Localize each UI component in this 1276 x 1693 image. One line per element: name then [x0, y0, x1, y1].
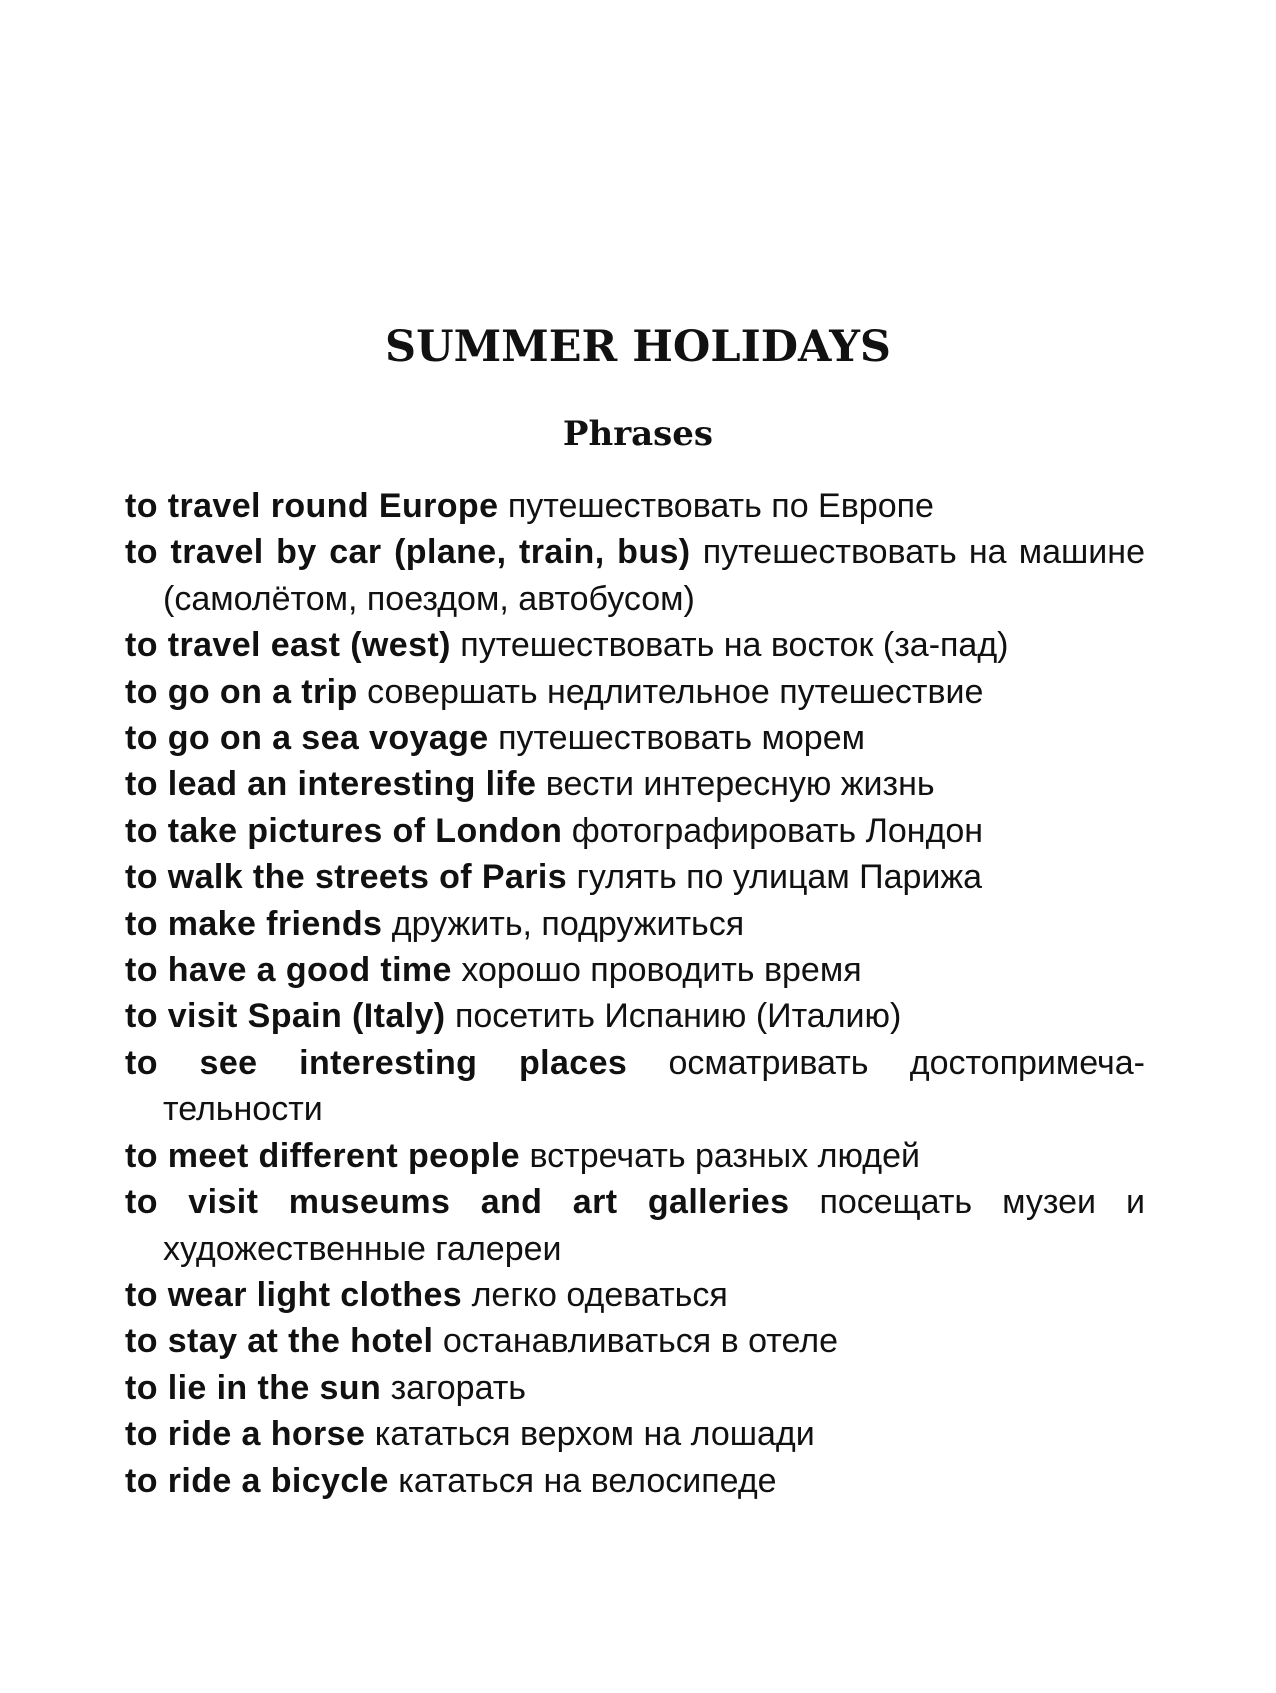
phrase-item	[125, 483, 1145, 529]
phrase-translation: совершать недлительное путешествие	[367, 672, 984, 711]
phrase-item	[125, 1318, 1145, 1364]
phrase-english: to go on a trip	[125, 672, 358, 711]
phrase-item	[125, 622, 1145, 668]
phrase-english: to go on a sea voyage	[125, 719, 489, 758]
phrase-translation: встречать разных людей	[529, 1136, 921, 1175]
phrase-english: to lead an interesting life	[125, 765, 537, 804]
phrase-item	[125, 669, 1145, 715]
phrase-list	[125, 483, 1145, 1504]
phrase-translation: посещать музеи и художественные галереи	[163, 1183, 1145, 1268]
phrase-item	[125, 854, 1145, 900]
phrase-item	[125, 901, 1145, 947]
phrase-english: to stay at the hotel	[125, 1322, 434, 1361]
phrase-translation: осматривать достопримеча-тельности	[163, 1043, 1146, 1129]
phrase-translation: легко одеваться	[471, 1275, 728, 1314]
phrase-english: to ride a horse	[125, 1415, 366, 1454]
page-title: SUMMER HOLIDAYS	[385, 322, 891, 372]
section-subtitle: Phrases	[562, 414, 714, 454]
phrase-item	[125, 947, 1145, 993]
phrase-english: to ride a bicycle	[125, 1461, 389, 1500]
phrase-english: to wear light clothes	[125, 1275, 463, 1314]
phrase-item	[125, 1411, 1145, 1457]
phrase-english: to have a good time	[125, 951, 452, 990]
phrase-english: to walk the streets of Paris	[125, 858, 568, 897]
phrase-translation: кататься верхом на лошади	[374, 1415, 815, 1454]
phrase-english: to take pictures of London	[125, 811, 563, 850]
phrase-item	[125, 1458, 1145, 1504]
phrase-translation: путешествовать морем	[498, 719, 865, 758]
phrase-item	[125, 1040, 1145, 1133]
phrase-english: to visit museums and art galleries	[125, 1183, 790, 1222]
phrase-translation: останавливаться в отеле	[442, 1322, 839, 1361]
phrase-english: to meet different people	[125, 1136, 520, 1175]
phrase-english: to travel round Europe	[125, 487, 499, 525]
phrase-translation: загорать	[390, 1368, 527, 1407]
phrase-english: to travel east (west)	[125, 626, 451, 665]
phrase-translation: путешествовать по Европе	[507, 487, 934, 525]
phrase-translation: путешествовать на машине (самолётом, поездом, автобусом)	[163, 533, 1145, 618]
phrase-item	[125, 1272, 1145, 1318]
phrase-item	[125, 1133, 1145, 1179]
phrase-translation: фотографировать Лондон	[571, 811, 984, 850]
phrase-translation: дружить, подружиться	[391, 904, 745, 943]
phrase-english: to travel by car (plane, train, bus)	[125, 533, 691, 572]
phrase-item	[125, 715, 1145, 761]
phrase-english: to see interesting places	[125, 1043, 628, 1082]
phrase-english: to visit Spain (Italy)	[125, 997, 446, 1036]
phrase-item	[125, 993, 1145, 1039]
phrase-translation: посетить Испанию (Италию)	[454, 997, 902, 1036]
phrase-translation: путешествовать на восток (за-пад)	[460, 626, 1009, 665]
phrase-item	[125, 1365, 1145, 1411]
phrase-english: to make friends	[125, 904, 383, 943]
phrase-translation: гулять по улицам Парижа	[576, 858, 983, 897]
phrase-english: to lie in the sun	[125, 1368, 382, 1407]
phrase-item	[125, 529, 1145, 622]
phrase-translation: кататься на велосипеде	[398, 1461, 777, 1500]
phrase-item	[125, 761, 1145, 807]
phrase-item	[125, 1179, 1145, 1272]
phrase-translation: вести интересную жизнь	[545, 765, 935, 804]
phrase-translation: хорошо проводить время	[461, 951, 862, 990]
phrase-item	[125, 808, 1145, 854]
